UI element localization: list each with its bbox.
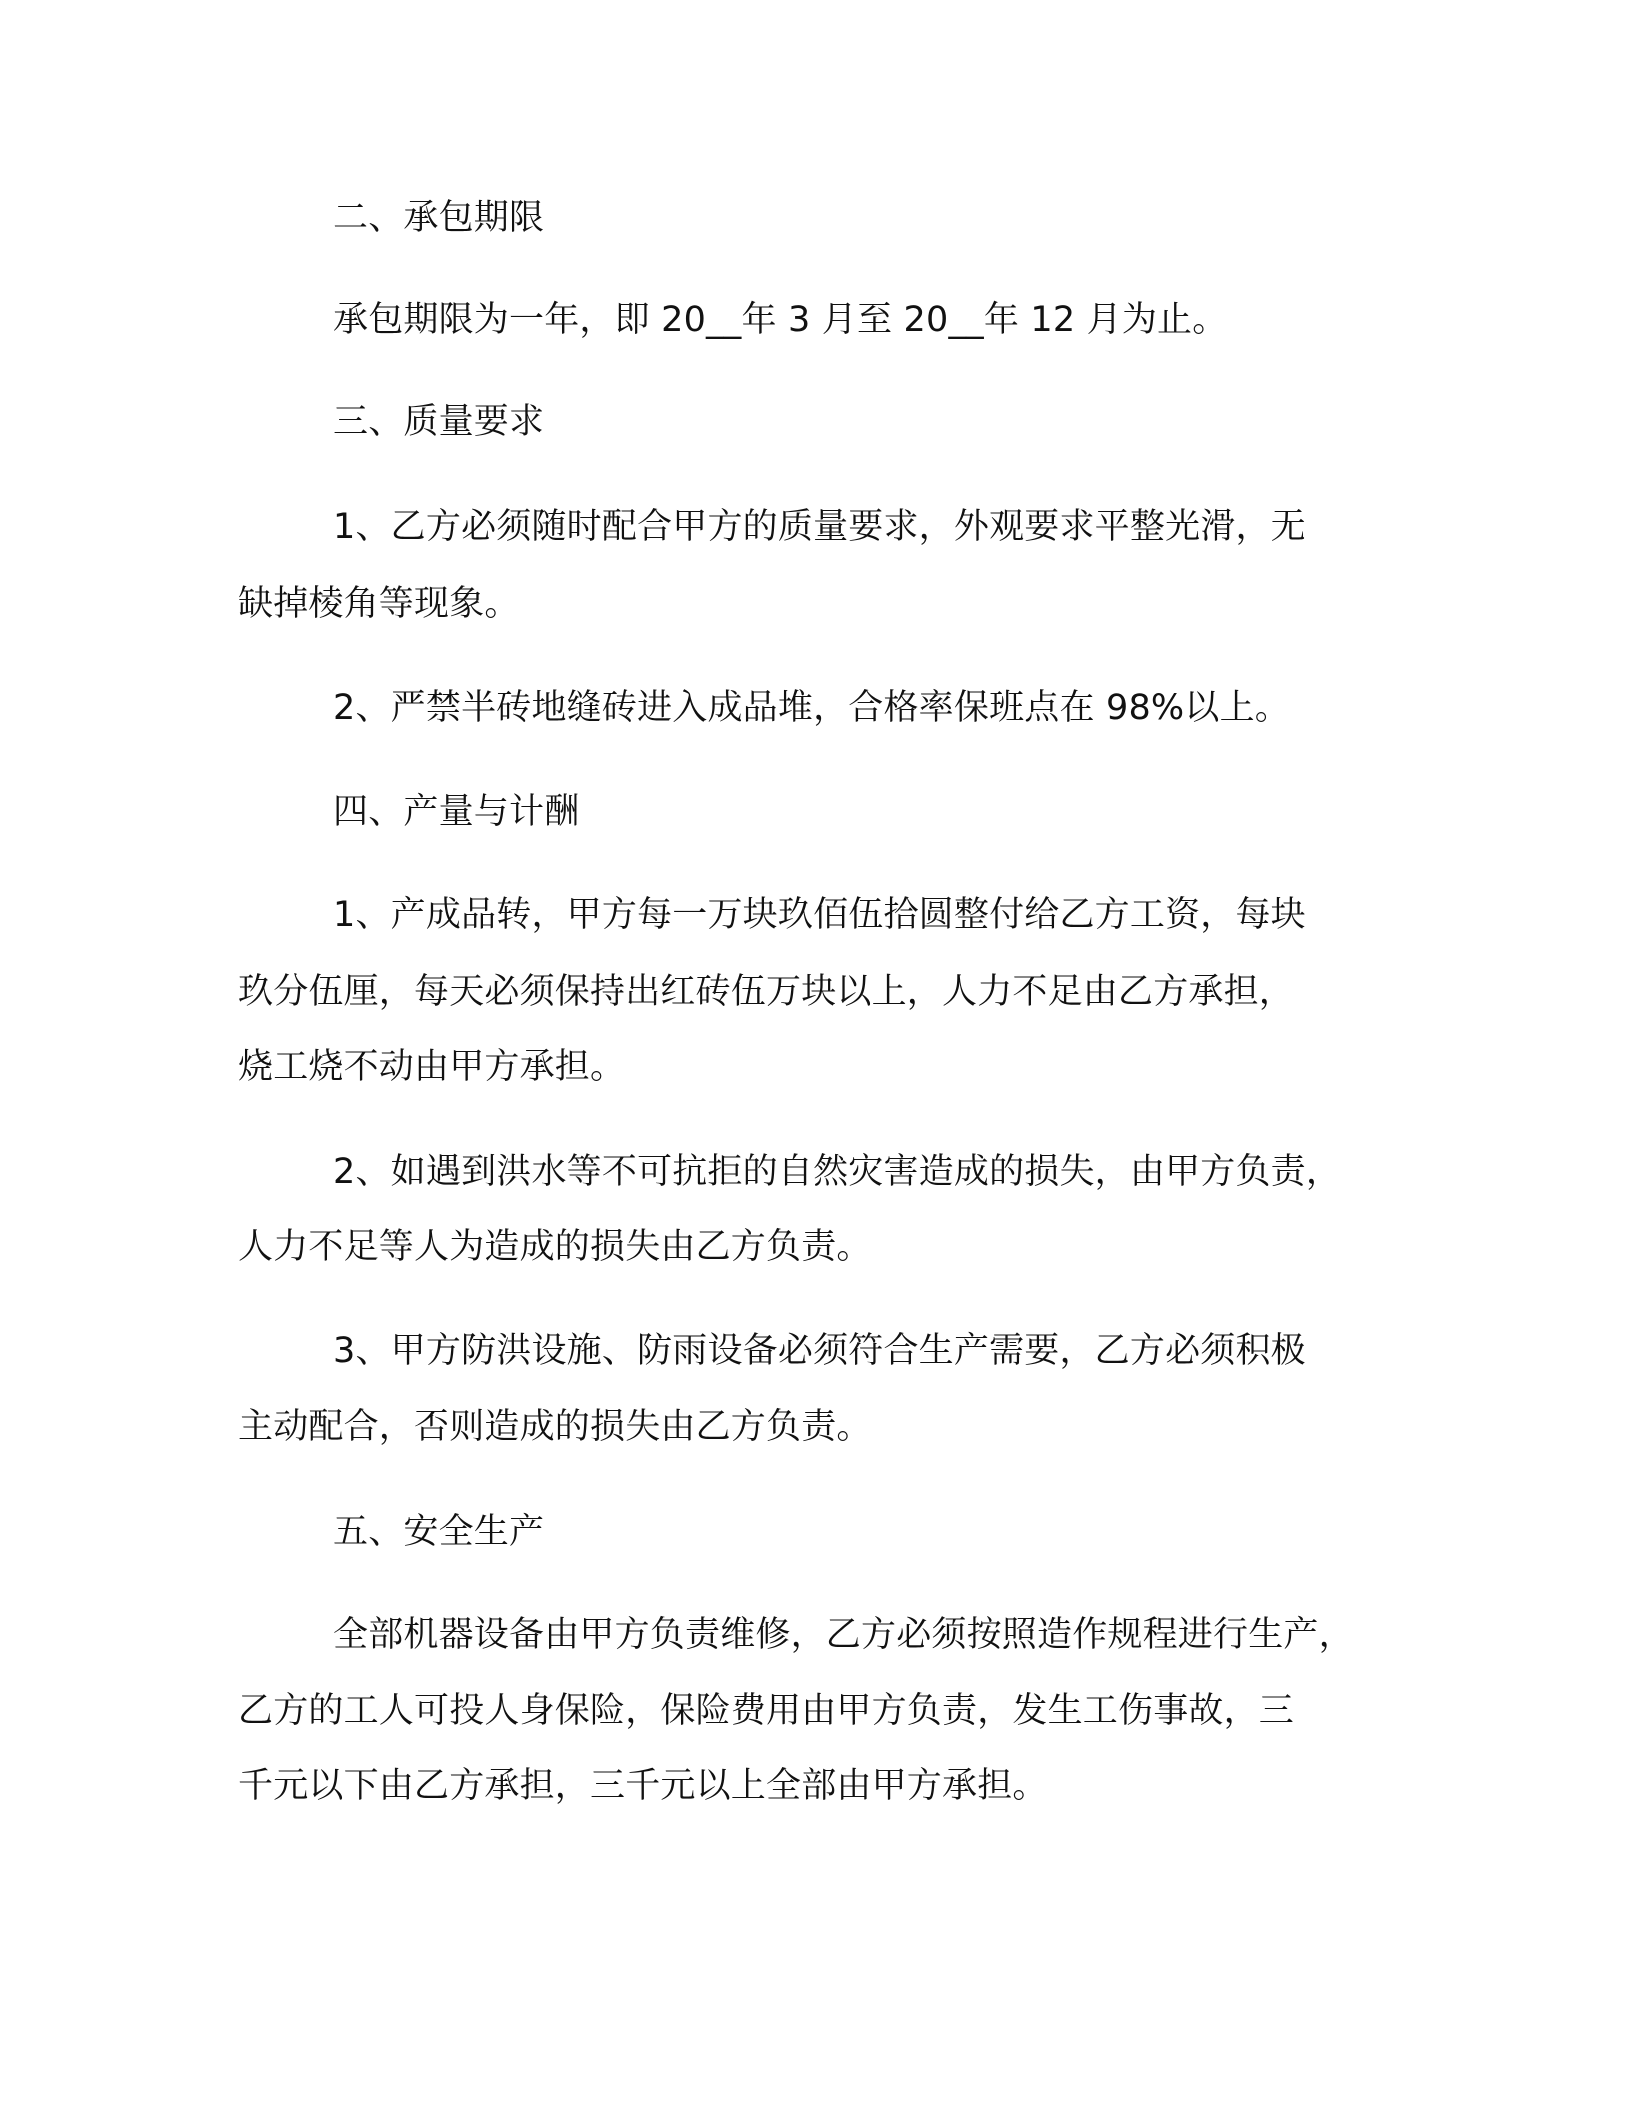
quality-item2: 2、严禁半砖地缝砖进入成品堆，合格率保班点在 98%以上。 [333,688,1290,728]
quality-item1-line1: 1、乙方必须随时配合甲方的质量要求，外观要求平整光滑，无 [333,507,1306,547]
output-item2-line2: 人力不足等人为造成的损失由乙方负责。 [238,1227,872,1267]
output-item2-line1: 2、如遇到洪水等不可抗拒的自然灾害造成的损失，由甲方负责， [333,1152,1342,1192]
section-heading-safety: 五、安全生产 [333,1512,545,1552]
safety-text-line3: 千元以下由乙方承担，三千元以上全部由甲方承担。 [238,1766,1048,1806]
section-heading-term: 二、承包期限 [333,198,545,238]
safety-text-line2: 乙方的工人可投人身保险，保险费用由甲方负责，发生工伤事故，三 [238,1691,1295,1731]
output-item3-line1: 3、甲方防洪设施、防雨设备必须符合生产需要，乙方必须积极 [333,1331,1306,1371]
output-item1-line3: 烧工烧不动由甲方承担。 [238,1047,626,1087]
output-item3-line2: 主动配合，否则造成的损失由乙方负责。 [238,1407,872,1447]
section-heading-quality: 三、质量要求 [333,402,545,442]
output-item1-line1: 1、产成品转，甲方每一万块玖佰伍拾圆整付给乙方工资，每块 [333,895,1306,935]
quality-item1-line2: 缺掉棱角等现象。 [238,584,520,624]
term-text: 承包期限为一年，即 20__年 3 月至 20__年 12 月为止。 [333,300,1228,340]
safety-text-line1: 全部机器设备由甲方负责维修，乙方必须按照造作规程进行生产， [333,1615,1354,1655]
section-heading-output: 四、产量与计酬 [333,792,580,832]
output-item1-line2: 玖分伍厘，每天必须保持出红砖伍万块以上，人力不足由乙方承担， [238,972,1295,1012]
